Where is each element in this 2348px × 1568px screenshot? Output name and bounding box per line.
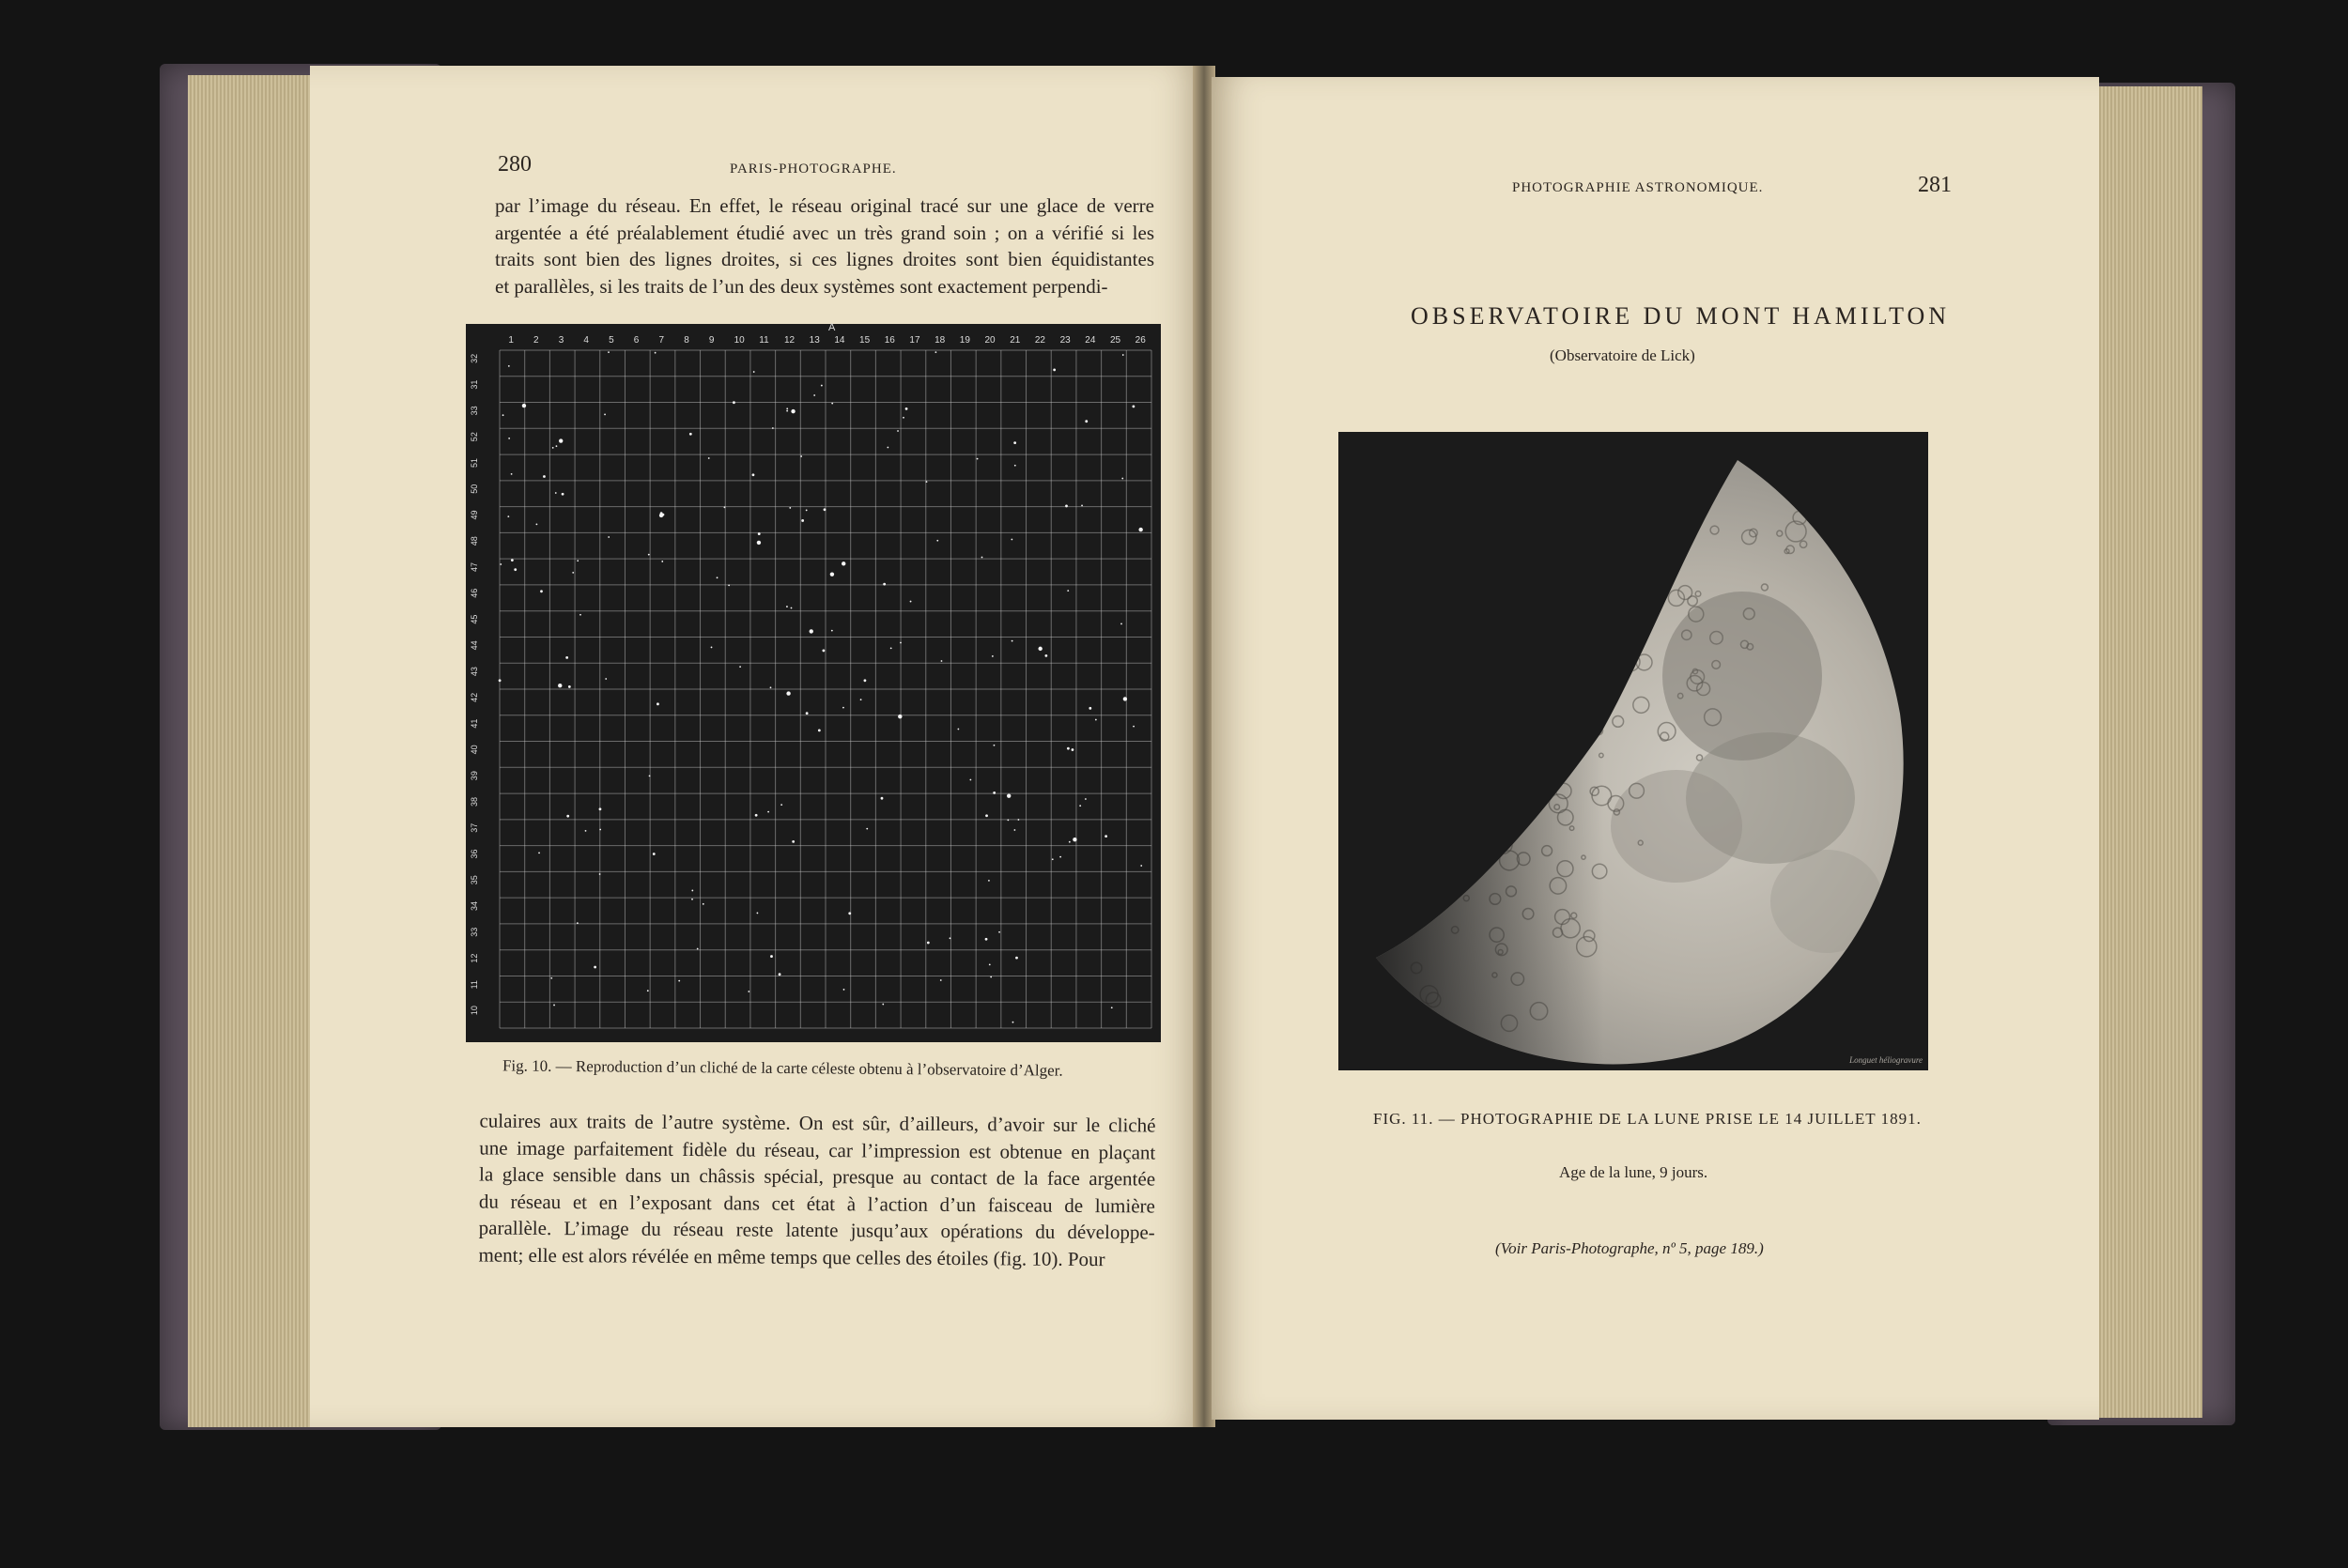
text-line: et parallèles, si les traits de l’un des deux systèmes sont exactement perpendi- bbox=[495, 274, 1108, 298]
star-dot bbox=[806, 510, 808, 512]
star-dot bbox=[926, 481, 928, 483]
paragraph-1 bbox=[495, 192, 1154, 300]
star-dot bbox=[657, 702, 659, 705]
chart-column-number: 19 bbox=[959, 335, 970, 346]
star-dot bbox=[780, 804, 782, 806]
chart-column-number: 25 bbox=[1109, 335, 1121, 346]
chart-column-number: 11 bbox=[759, 335, 769, 346]
star-dot bbox=[818, 729, 821, 731]
chart-column-number: 14 bbox=[834, 335, 845, 346]
star-dot bbox=[1132, 405, 1135, 407]
chart-row-number: 45 bbox=[470, 614, 479, 624]
star-dot bbox=[1052, 858, 1054, 860]
star-dot bbox=[806, 712, 809, 715]
star-dot bbox=[508, 438, 510, 439]
star-dot bbox=[791, 607, 793, 609]
star-dot bbox=[757, 913, 759, 915]
star-dot bbox=[890, 647, 892, 649]
star-dot bbox=[789, 507, 791, 509]
reference-note: (Voir Paris-Photographe, nº 5, page 189.) bbox=[1495, 1239, 1764, 1257]
moon-image bbox=[1338, 432, 1928, 1070]
star-dot bbox=[748, 991, 749, 992]
crater bbox=[1658, 574, 1661, 577]
star-dot bbox=[900, 642, 902, 644]
star-dot bbox=[1069, 841, 1071, 843]
star-dot bbox=[585, 830, 587, 832]
chart-column-number: 7 bbox=[658, 335, 665, 346]
star-dot bbox=[767, 811, 769, 813]
star-dot bbox=[882, 1004, 884, 1006]
star-dot bbox=[992, 655, 994, 657]
star-dot bbox=[689, 433, 692, 436]
star-dot bbox=[883, 583, 886, 586]
star-dot bbox=[994, 745, 996, 746]
chart-column-number: 24 bbox=[1085, 335, 1096, 346]
star-dot bbox=[1007, 793, 1011, 797]
chart-column-number: 12 bbox=[783, 335, 796, 346]
star-dot bbox=[786, 407, 788, 409]
star-dot bbox=[559, 438, 563, 442]
text-line: du réseau et en l’exposant dans cet état à l’action d’un faisceau de lumière bbox=[478, 1189, 1155, 1218]
star-dot bbox=[940, 979, 942, 981]
star-dot bbox=[1089, 707, 1091, 710]
chart-column-number: 10 bbox=[734, 335, 745, 346]
star-dot bbox=[594, 966, 596, 969]
star-dot bbox=[552, 447, 554, 449]
star-dot bbox=[860, 699, 862, 700]
star-dot bbox=[1067, 747, 1070, 750]
text-line: par l’image du réseau. En effet, le réseau original tracé sur une glace de verre bbox=[495, 194, 1154, 217]
page-edges-right bbox=[2090, 86, 2202, 1418]
crater bbox=[1532, 750, 1550, 768]
right-page bbox=[1212, 77, 2099, 1420]
text-line: argentée a été préalablement étudié avec un très grand soin ; on a vérifié si les bbox=[495, 221, 1154, 244]
chart-row-number: 10 bbox=[470, 1006, 479, 1016]
text-line: une image parfaitement fidèle du réseau, car l’impression est obtenue en plaçant bbox=[479, 1135, 1156, 1164]
star-dot bbox=[801, 519, 804, 522]
star-dot bbox=[717, 576, 718, 578]
star-dot bbox=[1111, 1007, 1113, 1008]
star-dot bbox=[562, 493, 564, 496]
star-dot bbox=[599, 807, 602, 810]
star-dot bbox=[577, 560, 579, 561]
star-dot bbox=[728, 585, 730, 587]
star-dot bbox=[1012, 1022, 1014, 1023]
star-dot bbox=[898, 715, 902, 718]
chart-row-number: 36 bbox=[470, 849, 479, 859]
star-dot bbox=[988, 880, 990, 882]
star-dot bbox=[499, 679, 502, 682]
star-dot bbox=[1059, 856, 1061, 858]
star-dot bbox=[1122, 354, 1124, 356]
star-dot bbox=[905, 407, 908, 410]
chart-column-number: 9 bbox=[708, 335, 715, 346]
star-dot bbox=[565, 656, 568, 659]
star-dot bbox=[608, 351, 610, 353]
chart-row-number: 11 bbox=[470, 980, 479, 990]
star-dot bbox=[507, 515, 509, 517]
star-dot bbox=[1072, 748, 1074, 751]
moon-photograph bbox=[1338, 432, 1928, 1070]
page-subtitle: (Observatoire de Lick) bbox=[1550, 346, 1695, 364]
star-dot bbox=[830, 572, 834, 576]
star-dot bbox=[1138, 528, 1142, 531]
chart-column-number: 15 bbox=[859, 335, 871, 346]
star-dot bbox=[1014, 465, 1016, 467]
star-dot bbox=[1065, 505, 1068, 508]
chart-row-number: 40 bbox=[470, 745, 479, 755]
star-dot bbox=[1007, 819, 1009, 821]
star-dot bbox=[647, 990, 649, 992]
star-chart-plate bbox=[466, 324, 1161, 1042]
crater bbox=[1588, 642, 1604, 658]
star-dot bbox=[831, 403, 833, 405]
chart-column-number: 23 bbox=[1059, 335, 1071, 346]
star-dot bbox=[842, 707, 844, 709]
chart-row-number: 43 bbox=[470, 667, 479, 677]
star-dot bbox=[927, 942, 930, 945]
chart-row-number: 31 bbox=[470, 379, 479, 390]
text-line: culaires aux traits de l’autre système. On est sûr, d’ailleurs, d’avoir sur le cliché bbox=[479, 1109, 1156, 1137]
star-dot bbox=[800, 455, 802, 457]
star-dot bbox=[786, 410, 788, 412]
crater bbox=[1474, 861, 1480, 868]
star-dot bbox=[577, 922, 579, 924]
star-dot bbox=[566, 815, 569, 818]
running-head: PHOTOGRAPHIE ASTRONOMIQUE. bbox=[1512, 180, 1764, 195]
star-dot bbox=[969, 779, 971, 781]
chart-row-number: 33 bbox=[470, 927, 479, 937]
crater bbox=[1486, 841, 1499, 854]
chart-row-number: 37 bbox=[470, 822, 479, 833]
crater bbox=[1545, 787, 1552, 794]
chart-column-number: 22 bbox=[1034, 335, 1046, 346]
chart-row-number: 38 bbox=[470, 796, 479, 807]
chart-column-number: 13 bbox=[809, 335, 820, 346]
star-dot bbox=[608, 536, 610, 538]
chart-column-number: 5 bbox=[609, 335, 614, 346]
star-dot bbox=[536, 523, 538, 525]
star-chart-grid bbox=[466, 324, 1161, 1042]
star-dot bbox=[572, 572, 574, 574]
star-dot bbox=[810, 629, 813, 633]
star-dot bbox=[1067, 590, 1069, 592]
star-dot bbox=[990, 976, 992, 978]
star-dot bbox=[558, 684, 562, 687]
star-dot bbox=[757, 541, 761, 545]
star-dot bbox=[661, 561, 663, 562]
star-dot bbox=[733, 401, 735, 404]
star-dot bbox=[786, 606, 788, 607]
chart-column-number: 18 bbox=[935, 335, 946, 346]
crater bbox=[1491, 852, 1497, 857]
star-dot bbox=[786, 691, 790, 695]
star-dot bbox=[822, 650, 825, 653]
star-dot bbox=[662, 514, 665, 516]
chart-row-number: 12 bbox=[470, 953, 479, 963]
star-dot bbox=[648, 554, 650, 556]
star-dot bbox=[724, 506, 726, 508]
star-dot bbox=[998, 931, 1000, 933]
star-dot bbox=[500, 563, 502, 565]
chart-top-marker: A bbox=[828, 322, 836, 333]
star-dot bbox=[1012, 640, 1013, 642]
star-dot bbox=[739, 666, 741, 668]
star-dot bbox=[1140, 865, 1142, 867]
text-line: traits sont bien des lignes droites, si ces lignes droites sont bien équidistantes bbox=[495, 248, 1154, 270]
star-dot bbox=[935, 351, 936, 353]
star-dot bbox=[538, 853, 540, 854]
star-dot bbox=[993, 792, 996, 794]
star-dot bbox=[910, 601, 912, 603]
chart-row-number: 41 bbox=[470, 718, 479, 729]
star-dot bbox=[903, 417, 904, 419]
chart-row-number: 47 bbox=[470, 562, 479, 573]
chart-column-number: 21 bbox=[1010, 335, 1021, 346]
chart-column-number: 3 bbox=[558, 335, 564, 346]
star-dot bbox=[779, 973, 781, 976]
moon-age-note: Age de la lune, 9 jours. bbox=[1559, 1163, 1708, 1181]
crater bbox=[1557, 755, 1568, 766]
star-dot bbox=[655, 352, 657, 354]
star-dot bbox=[697, 948, 699, 950]
star-dot bbox=[649, 775, 651, 776]
star-dot bbox=[522, 404, 526, 407]
star-dot bbox=[553, 1005, 555, 1007]
star-dot bbox=[1085, 420, 1088, 423]
text-line: la glace sensible dans un châssis spécial, presque au contact de la face argentée bbox=[479, 1162, 1156, 1191]
star-dot bbox=[989, 963, 991, 965]
star-dot bbox=[1133, 726, 1135, 728]
text-line: ment; elle est alors révélée en même temps que celles des étoiles (fig. 10). Pour bbox=[478, 1242, 1105, 1270]
figure-11-caption: FIG. 11. — PHOTOGRAPHIE DE LA LUNE PRISE LE 14 JUILLET 1891. bbox=[1373, 1110, 1922, 1128]
left-page bbox=[310, 66, 1202, 1427]
star-dot bbox=[864, 679, 867, 682]
star-dot bbox=[579, 614, 581, 616]
star-dot bbox=[599, 873, 601, 875]
chart-column-number: 6 bbox=[633, 335, 640, 346]
star-dot bbox=[711, 647, 713, 649]
chart-column-number: 4 bbox=[583, 335, 589, 346]
star-dot bbox=[752, 473, 755, 476]
crater bbox=[1452, 877, 1458, 883]
star-dot bbox=[556, 445, 558, 447]
chart-row-number: 50 bbox=[470, 484, 479, 494]
star-dot bbox=[550, 977, 552, 979]
chart-column-number: 20 bbox=[984, 335, 996, 346]
star-dot bbox=[755, 814, 758, 817]
star-dot bbox=[1011, 539, 1012, 541]
crater bbox=[1574, 729, 1580, 734]
star-dot bbox=[708, 457, 710, 459]
star-dot bbox=[897, 430, 899, 432]
star-dot bbox=[941, 660, 943, 662]
star-dot bbox=[887, 447, 888, 449]
star-dot bbox=[985, 938, 988, 941]
star-dot bbox=[770, 955, 773, 958]
chart-column-number: 16 bbox=[884, 335, 895, 346]
star-dot bbox=[653, 853, 656, 855]
star-dot bbox=[691, 899, 693, 900]
star-dot bbox=[1015, 957, 1018, 960]
star-dot bbox=[678, 980, 680, 982]
star-dot bbox=[1120, 623, 1122, 625]
crater bbox=[1405, 1032, 1410, 1037]
star-dot bbox=[1104, 835, 1107, 838]
star-dot bbox=[604, 414, 606, 416]
running-head: PARIS-PHOTOGRAPHE. bbox=[730, 161, 897, 177]
chart-row-number: 49 bbox=[470, 510, 479, 520]
star-dot bbox=[514, 568, 517, 571]
chart-row-number: 32 bbox=[470, 353, 479, 363]
chart-row-number: 52 bbox=[470, 432, 479, 442]
paragraph-2 bbox=[478, 1107, 1155, 1272]
chart-row-number: 35 bbox=[470, 875, 479, 885]
star-dot bbox=[772, 427, 774, 429]
star-dot bbox=[605, 678, 607, 680]
star-dot bbox=[843, 989, 845, 991]
chart-row-number: 46 bbox=[470, 588, 479, 598]
star-dot bbox=[957, 729, 959, 730]
chart-column-number: 1 bbox=[508, 335, 514, 346]
star-dot bbox=[753, 371, 755, 373]
star-dot bbox=[1081, 504, 1083, 506]
star-dot bbox=[824, 508, 826, 511]
star-dot bbox=[1073, 838, 1076, 841]
star-dot bbox=[881, 797, 884, 800]
chart-row-number: 39 bbox=[470, 771, 479, 781]
chart-row-number: 44 bbox=[470, 640, 479, 651]
star-dot bbox=[502, 414, 504, 416]
chart-row-number: 33 bbox=[470, 406, 479, 416]
star-dot bbox=[508, 365, 510, 367]
star-dot bbox=[568, 685, 571, 688]
star-dot bbox=[1013, 441, 1016, 444]
star-dot bbox=[866, 828, 868, 830]
engraver-credit: Longuet héliogravure bbox=[1849, 1055, 1923, 1065]
chart-column-number: 26 bbox=[1135, 335, 1146, 346]
star-dot bbox=[842, 561, 845, 565]
figure-10-caption: Fig. 10. — Reproduction d’un cliché de la carte céleste obtenu à l’observatoire d’Alger. bbox=[502, 1056, 1063, 1080]
star-dot bbox=[540, 590, 543, 592]
star-dot bbox=[821, 385, 823, 387]
star-dot bbox=[555, 492, 557, 494]
star-dot bbox=[1018, 819, 1020, 821]
text-line: parallèle. L’image du réseau reste latente jusqu’aux opérations du développe- bbox=[478, 1216, 1155, 1244]
star-dot bbox=[543, 475, 546, 478]
chart-column-number: 8 bbox=[684, 335, 689, 346]
star-dot bbox=[813, 394, 815, 396]
star-dot bbox=[1095, 719, 1097, 721]
chart-column-number: 2 bbox=[533, 335, 539, 346]
star-dot bbox=[985, 814, 988, 817]
star-dot bbox=[1079, 805, 1081, 807]
crater bbox=[1555, 774, 1562, 780]
page-edges-left bbox=[188, 75, 319, 1427]
chart-row-number: 34 bbox=[470, 901, 479, 912]
star-dot bbox=[770, 686, 772, 688]
star-dot bbox=[1044, 654, 1047, 657]
star-dot bbox=[703, 903, 704, 905]
star-dot bbox=[1053, 369, 1056, 372]
star-dot bbox=[977, 458, 979, 460]
star-dot bbox=[936, 540, 938, 542]
chart-row-number: 51 bbox=[470, 457, 479, 468]
page-title: OBSERVATOIRE DU MONT HAMILTON bbox=[1411, 302, 1951, 330]
star-dot bbox=[1121, 478, 1123, 480]
star-dot bbox=[599, 829, 601, 831]
star-dot bbox=[1123, 697, 1127, 700]
chart-row-number: 48 bbox=[470, 536, 479, 546]
star-dot bbox=[511, 473, 513, 475]
star-dot bbox=[981, 557, 983, 559]
star-dot bbox=[791, 409, 795, 413]
chart-row-number: 42 bbox=[470, 692, 479, 702]
star-dot bbox=[950, 937, 951, 939]
star-dot bbox=[1085, 798, 1087, 800]
crater bbox=[1385, 989, 1398, 1001]
star-dot bbox=[691, 890, 693, 892]
star-dot bbox=[848, 912, 851, 915]
chart-column-number: 17 bbox=[909, 335, 920, 346]
star-dot bbox=[1013, 829, 1015, 831]
page-number: 281 bbox=[1918, 173, 1952, 197]
star-dot bbox=[831, 630, 833, 632]
star-dot bbox=[758, 532, 761, 535]
star-dot bbox=[792, 840, 795, 843]
star-dot bbox=[1038, 647, 1042, 651]
page-number: 280 bbox=[498, 152, 532, 177]
crater bbox=[1664, 513, 1684, 532]
star-dot bbox=[511, 559, 514, 561]
